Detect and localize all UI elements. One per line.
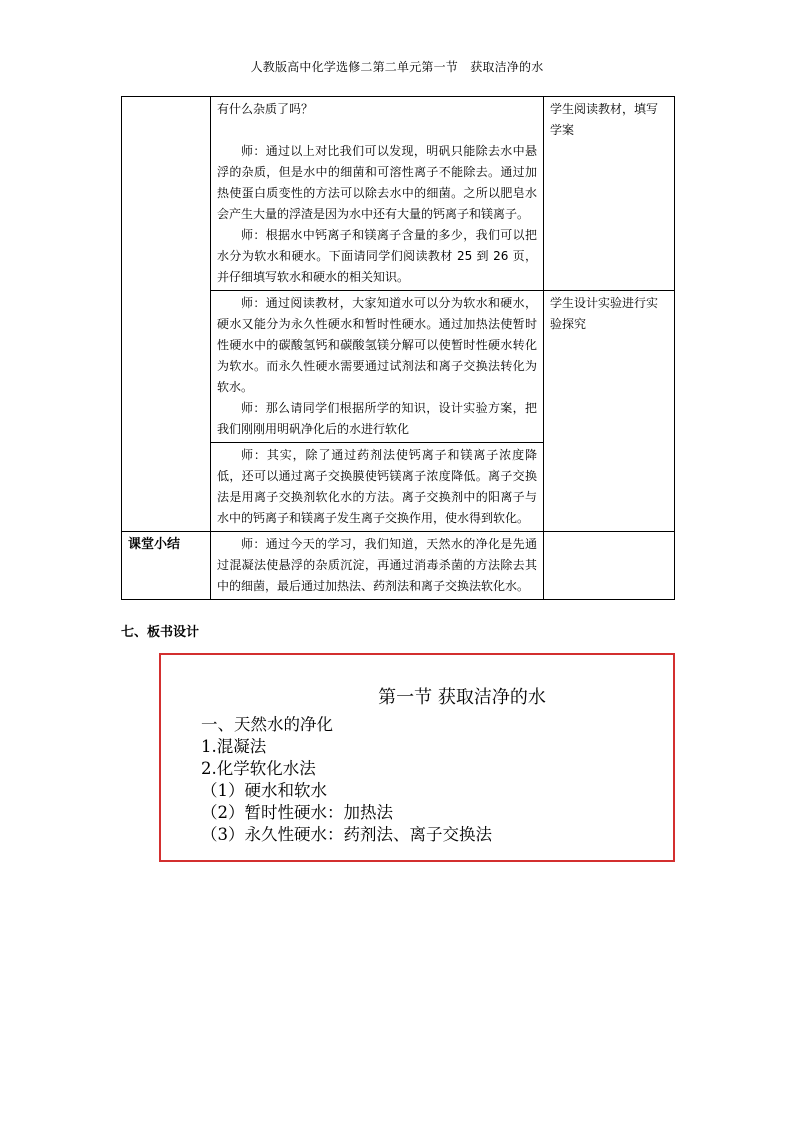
content-paragraph: 师：通过以上对比我们可以发现，明矾只能除去水中悬浮的杂质，但是水中的细菌和可溶性离子不能除去。通过加热使蛋白质变性的方法可以除去水中的细菌。之所以肥皂水会产生大量的浮渣是因为水中还有大量的钙离子和镁离子。 [217, 144, 537, 221]
content-paragraph: 师：通过阅读教材，大家知道水可以分为软水和硬水，硬水又能分为永久性硬水和暂时性硬水。通过加热法使暂时性硬水中的碳酸氢钙和碳酸氢镁分解可以使暂时性硬水转化为软水。而永久性硬水需要通过试剂法和离子交换法转化为软水。 [217, 296, 537, 394]
section-title: 七、板书设计 [121, 625, 200, 640]
page-header: 人教版高中化学选修二第二单元第一节 获取洁净的水 [250, 60, 544, 74]
content-paragraph: 师：通过今天的学习，我们知道，天然水的净化是先通过混凝法使悬浮的杂质沉淀，再通过消毒杀菌的方法除去其中的细菌，最后通过加热法、药剂法和离子交换法软化水。 [217, 537, 537, 593]
teaching-content-cell [211, 532, 544, 600]
board-line: 1.混凝法 [201, 737, 267, 756]
student-activity-cell: 学生阅读教材，填写学案 [544, 97, 675, 291]
lesson-plan-table [121, 96, 675, 600]
board-line: （3）永久性硬水：药剂法、离子交换法 [201, 825, 492, 844]
board-title: 第一节 获取洁净的水 [378, 687, 546, 708]
content-paragraph: 师：根据水中钙离子和镁离子含量的多少，我们可以把水分为软水和硬水。下面请同学们阅读教材 25 到 26 页，并仔细填写软水和硬水的相关知识。 [217, 228, 537, 284]
teaching-content-cell [211, 443, 544, 532]
board-line: 一、天然水的净化 [201, 715, 333, 734]
board-line: （2）暂时性硬水：加热法 [201, 803, 393, 822]
blackboard-design-box [159, 653, 675, 862]
content-paragraph: 师：其实，除了通过药剂法使钙离子和镁离子浓度降低，还可以通过离子交换膜使钙镁离子浓度降低。离子交换法是用离子交换剂软化水的方法。离子交换剂中的阳离子与水中的钙离子和镁离子发生离子交换作用，使水得到软化。 [217, 448, 537, 525]
board-line: （1）硬水和软水 [201, 781, 327, 800]
student-activity-cell: 学生设计实验进行实验探究 [544, 291, 675, 532]
student-activity-cell-empty [544, 532, 675, 600]
stage-cell-empty [122, 97, 211, 532]
board-line: 2.化学软化水法 [201, 759, 316, 778]
content-paragraph: 师：那么请同学们根据所学的知识，设计实验方案，把我们刚刚用明矾净化后的水进行软化 [217, 401, 537, 436]
table-row [122, 97, 675, 291]
stage-label-cell: 课堂小结 [122, 532, 211, 600]
content-paragraph: 有什么杂质了吗？ [217, 102, 314, 116]
teaching-content-cell [211, 97, 544, 291]
teaching-content-cell [211, 291, 544, 443]
table-row [122, 532, 675, 600]
